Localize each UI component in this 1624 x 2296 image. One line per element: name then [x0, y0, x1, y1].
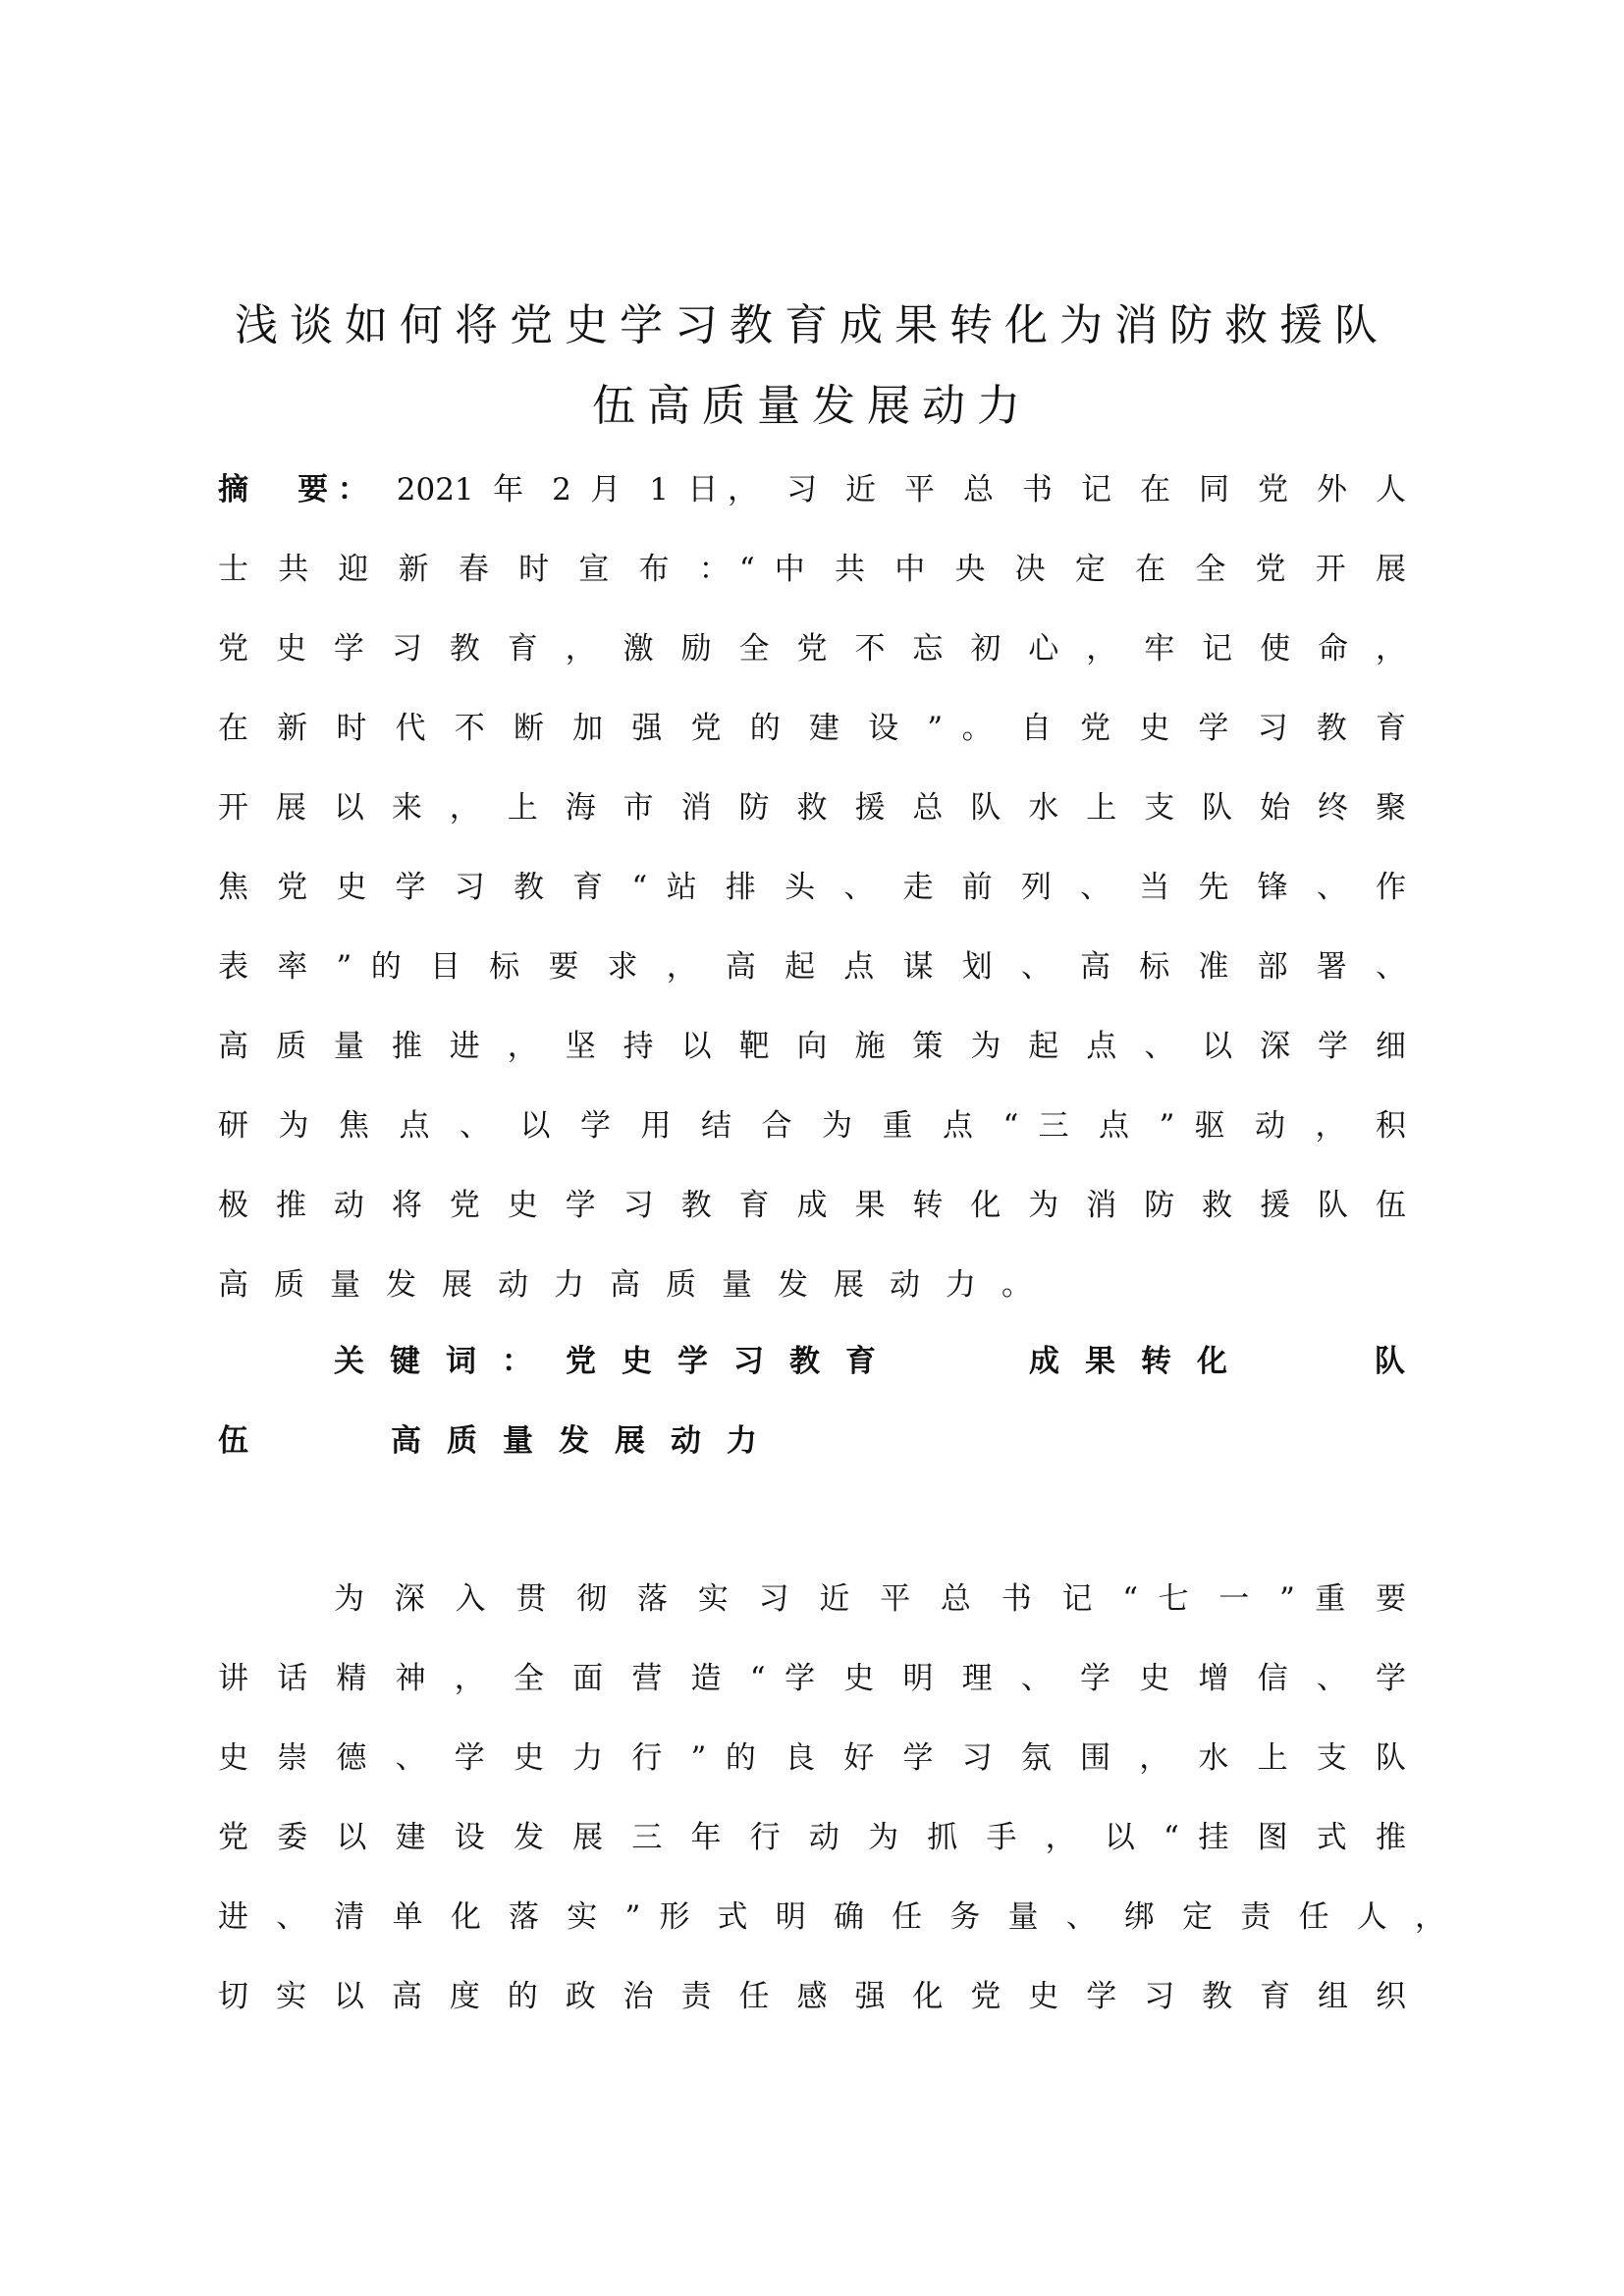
abstract-line: 高质量发展动力高质量发展动力。 [218, 1267, 1057, 1303]
abstract-line: 党 史 学 习 教 育 ， 激 励 全 党 不 忘 初 心 ， 牢 记 使 命 ， [218, 631, 1406, 667]
abstract-line [218, 472, 1407, 507]
abstract-line: 极 推 动 将 党 史 学 习 教 育 成 果 转 化 为 消 防 救 援 队 伍 [218, 1188, 1406, 1223]
abstract-label: 摘 要： [218, 472, 378, 507]
body-line: 党 委 以 建 设 发 展 三 年 行 动 为 抓 手 ， 以 “ 挂 图 式 推 [218, 1820, 1406, 1855]
title-line-1: 浅谈如何将党史学习教育成果转化为消防救援队 [235, 300, 1389, 350]
abstract-text: 2021 年 2 月 1 日， 习 近 平 总 书 记 在 同 党 外 人 [396, 472, 1407, 507]
abstract-line: 开 展 以 来 ， 上 海 市 消 防 救 援 总 队 水 上 支 队 始 终 聚 [218, 790, 1406, 826]
body-line: 史 崇 德 、 学 史 力 行 ” 的 良 好 学 习 氛 围 ， 水 上 支 队 [218, 1740, 1406, 1776]
abstract-line: 在 新 时 代 不 断 加 强 党 的 建 设 ” 。 自 党 史 学 习 教 育 [218, 711, 1406, 746]
abstract-line: 表 率 ” 的 目 标 要 求 ， 高 起 点 谋 划 、 高 标 准 部 署 、 [218, 949, 1406, 985]
abstract-line: 士 共 迎 新 春 时 宣 布 ：“ 中 共 中 央 决 定 在 全 党 开 展 [218, 552, 1406, 587]
keyword-item: 伍 [218, 1423, 248, 1459]
keyword-item: 高质量发展动力 [391, 1423, 783, 1459]
abstract-line: 焦 党 史 学 习 教 育 “ 站 排 头 、 走 前 列 、 当 先 锋 、 作 [218, 870, 1406, 905]
body-line: 进 、 清 单 化 落 实 ” 形 式 明 确 任 务 量 、 绑 定 责 任 人 ， [218, 1899, 1445, 1935]
body-line: 为 深 入 贯 彻 落 实 习 近 平 总 书 记 “ 七 一 ” 重 要 [334, 1581, 1406, 1617]
abstract-line: 研 为 焦 点 、 以 学 用 结 合 为 重 点 “ 三 点 ” 驱 动 ， 积 [218, 1108, 1406, 1144]
keyword-item: 队 [1375, 1344, 1405, 1379]
body-line: 切 实 以 高 度 的 政 治 责 任 感 强 化 党 史 学 习 教 育 组 织 [218, 1979, 1406, 2014]
body-line: 讲 话 精 神 ， 全 面 营 造 “ 学 史 明 理 、 学 史 增 信 、 学 [218, 1661, 1406, 1696]
keyword-item: 成果转化 [1029, 1344, 1253, 1379]
title-line-2: 伍高质量发展动力 [592, 381, 1032, 431]
keyword-item: 党史学习教育 [566, 1344, 901, 1379]
abstract-line: 高 质 量 推 进 ， 坚 持 以 靶 向 施 策 为 起 点 、 以 深 学 细 [218, 1029, 1406, 1064]
keywords-label: 关键词： [334, 1344, 558, 1379]
